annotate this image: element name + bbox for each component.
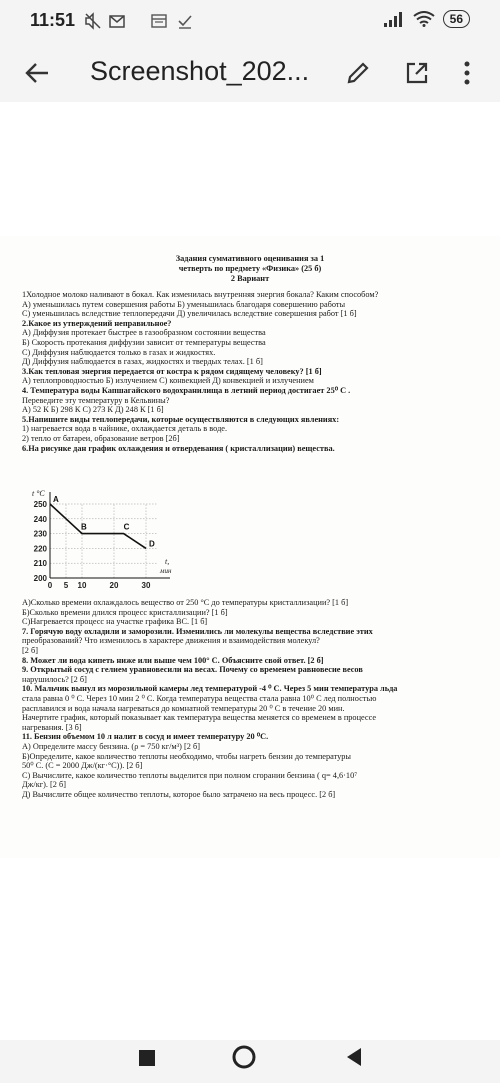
more-options-icon[interactable] <box>462 60 472 86</box>
doc-text-line: 2.Какое из утверждений неправильное? <box>22 318 172 328</box>
doc-text-line: 1Холодное молоко наливают в бокал. Как изменилась внутренняя энергия бокала? Каким способом? <box>22 290 379 299</box>
battery-indicator: 56 <box>443 10 470 28</box>
doc-text-line: Дж/кг). [2 б] <box>22 780 67 790</box>
point-label: A <box>53 495 59 504</box>
mute-notifications-icon <box>84 12 102 30</box>
doc-text-line: расплавился и вода начала нагреваться до комнатной температуры 20 ⁰ С в течение 20 мин. <box>22 703 345 713</box>
calendar-icon <box>150 12 168 30</box>
doc-header-line: Задания суммативного оценивания за 1 <box>175 254 325 263</box>
wifi-icon <box>413 11 435 27</box>
doc-text-line: 9. Открытый сосуд с гелием уравновесили на весах. Почему со временем равновесие весов <box>22 665 363 675</box>
x-axis-label: t, <box>165 557 170 566</box>
doc-header-line: 2 Вариант <box>230 274 270 283</box>
back-arrow-icon[interactable] <box>24 61 50 85</box>
back-triangle-icon[interactable] <box>345 1047 363 1067</box>
edit-pencil-icon[interactable] <box>345 60 371 86</box>
x-tick-label: 10 <box>77 581 87 590</box>
status-time: 11:51 <box>30 10 76 30</box>
point-label: D <box>149 539 155 549</box>
doc-text-line: 11. Бензин объемом 10 л налит в сосуд и имеет температуру 20 ⁰С. <box>22 732 269 742</box>
gmail-icon <box>108 12 126 30</box>
open-external-icon[interactable] <box>404 60 430 86</box>
doc-text-line: стала равна 0 ⁰ С. Через 10 мин 2 ⁰ С. Когда температура вещества стала равна 10⁰ С лед полностью <box>22 694 377 703</box>
doc-text-line: Переведите эту температуру в Кельвины? <box>22 395 170 405</box>
document-page <box>0 236 500 858</box>
doc-text-line: преобразований? Что изменилось в характере движения и взаимодействия молекул? <box>22 636 320 646</box>
doc-text-line: А) теплопроводностью Б) излучением С) конвекцией Д) конвекцией и излучением <box>22 376 314 386</box>
doc-text-line: А) 52 К Б) 298 К С) 273 К Д) 248 К [1 б] <box>22 405 164 415</box>
x-tick-label: 20 <box>109 581 119 590</box>
doc-text-line: Д) Диффузия наблюдается в газах, жидкостях и твердых телах. [1 б] <box>22 357 263 367</box>
doc-text-line: 10. Мальчик вынул из морозильной камеры лед температурой -4 ⁰ С. Через 5 мин температура льда <box>22 684 398 694</box>
status-bar <box>0 0 500 44</box>
doc-text-line: 7. Горячую воду охладили и заморозили. Изменились ли молекулы вещества вследствие этих <box>22 626 373 636</box>
doc-text-line: Начертите график, который показывает как температура вещества меняется со временем в процессе <box>22 713 377 723</box>
doc-text-line: С)Нагревается процесс на участке графика ВС. [1 б] <box>22 617 208 627</box>
doc-text-line: 5.Напишите виды теплопередачи, которые осуществляются в следующих явлениях: <box>22 414 340 424</box>
doc-text-line: А)Сколько времени охлаждалось вещество от 250 °С до температуры кристаллизации? [1 б] <box>22 598 349 607</box>
x-tick-label: 30 <box>141 581 151 590</box>
doc-text-line: Б)Определите, какое количество теплоты необходимо, чтобы нагреть бензин до температуры <box>22 751 351 761</box>
y-tick-label: 240 <box>33 514 47 524</box>
x-axis-label: мин <box>160 567 172 575</box>
file-name-title: Screenshot_202... <box>90 56 310 86</box>
doc-text-line: А) Диффузия протекает быстрее в газообразном состоянии вещества <box>22 328 266 338</box>
y-tick-label: 220 <box>33 544 47 554</box>
doc-text-line: А) уменьшилась путем совершения работы Б) уменьшилась благодаря совершению работы <box>22 299 346 309</box>
y-tick-label: 210 <box>33 559 47 569</box>
task-check-icon <box>176 12 194 30</box>
doc-text-line: Б)Сколько времени длился процесс кристаллизации? [1 б] <box>22 607 228 617</box>
point-label: C <box>123 522 130 532</box>
doc-text-line: 3.Как тепловая энергия передается от костра к рядом сидящему человеку? [1 б] <box>22 366 322 376</box>
doc-text-line: 50⁰ С. (С = 2000 Дж/(кг·°С)). [2 б] <box>22 761 143 771</box>
doc-text-line: 8. Может ли вода кипеть ниже или выше чем 100° С. Объясните свой ответ. [2 б] <box>22 655 324 665</box>
cooling-series-line <box>50 504 146 548</box>
x-tick-label: 5 <box>63 581 69 590</box>
doc-header-line: четверть по предмету «Физика» (25 б) <box>178 264 322 273</box>
point-label: B <box>81 522 87 532</box>
y-axis-label: t °C <box>32 489 45 498</box>
doc-text-line: 6.На рисунке дан график охлаждения и отвердевания ( кристаллизации) вещества. <box>22 443 335 453</box>
doc-text-line: А) Определите массу бензина. (ρ = 750 кг/м³) [2 б] <box>22 742 200 751</box>
doc-text-line: Б) Скорость протекания диффузии зависит от температуры вещества <box>22 338 266 347</box>
doc-text-line: нагревания. [3 б] <box>22 722 82 732</box>
app-bar <box>0 44 500 102</box>
doc-text-line: нарушилось? [2 б] <box>22 674 87 684</box>
doc-text-line: 1) нагревается вода в чайнике, охлаждается деталь в воде. <box>22 424 228 434</box>
doc-text-line: С) уменьшилась вследствие теплопередачи Д) увеличилась вследствие совершения работ [1 б] <box>22 309 357 319</box>
doc-text-line: С) Диффузия наблюдается только в газах и жидкостях. <box>22 347 216 357</box>
doc-text-line: 2) тепло от батареи, образование ветров [2б] <box>22 434 180 443</box>
doc-text-line: Д) Вычислите общее количество теплоты, которое было затрачено на весь процесс. [2 б] <box>22 790 336 799</box>
cooling-graph <box>22 488 182 596</box>
signal-icon <box>383 11 405 27</box>
navigation-bar <box>0 1040 500 1083</box>
home-icon[interactable] <box>232 1045 256 1069</box>
y-tick-label: 250 <box>33 500 47 509</box>
doc-text-line: С) Вычислите, какое количество теплоты выделится при полном сгорании бензина ( q= 4,6·10⁷ <box>22 770 358 780</box>
y-tick-label: 200 <box>33 574 47 583</box>
doc-text-line: [2 б] <box>22 646 38 655</box>
recent-apps-icon[interactable] <box>138 1049 156 1067</box>
doc-text-line: 4. Температура воды Капшагайского водохранилища в летний период достигает 25⁰ С . <box>22 386 351 395</box>
x-tick-label: 0 <box>47 581 53 590</box>
y-tick-label: 230 <box>33 529 47 539</box>
